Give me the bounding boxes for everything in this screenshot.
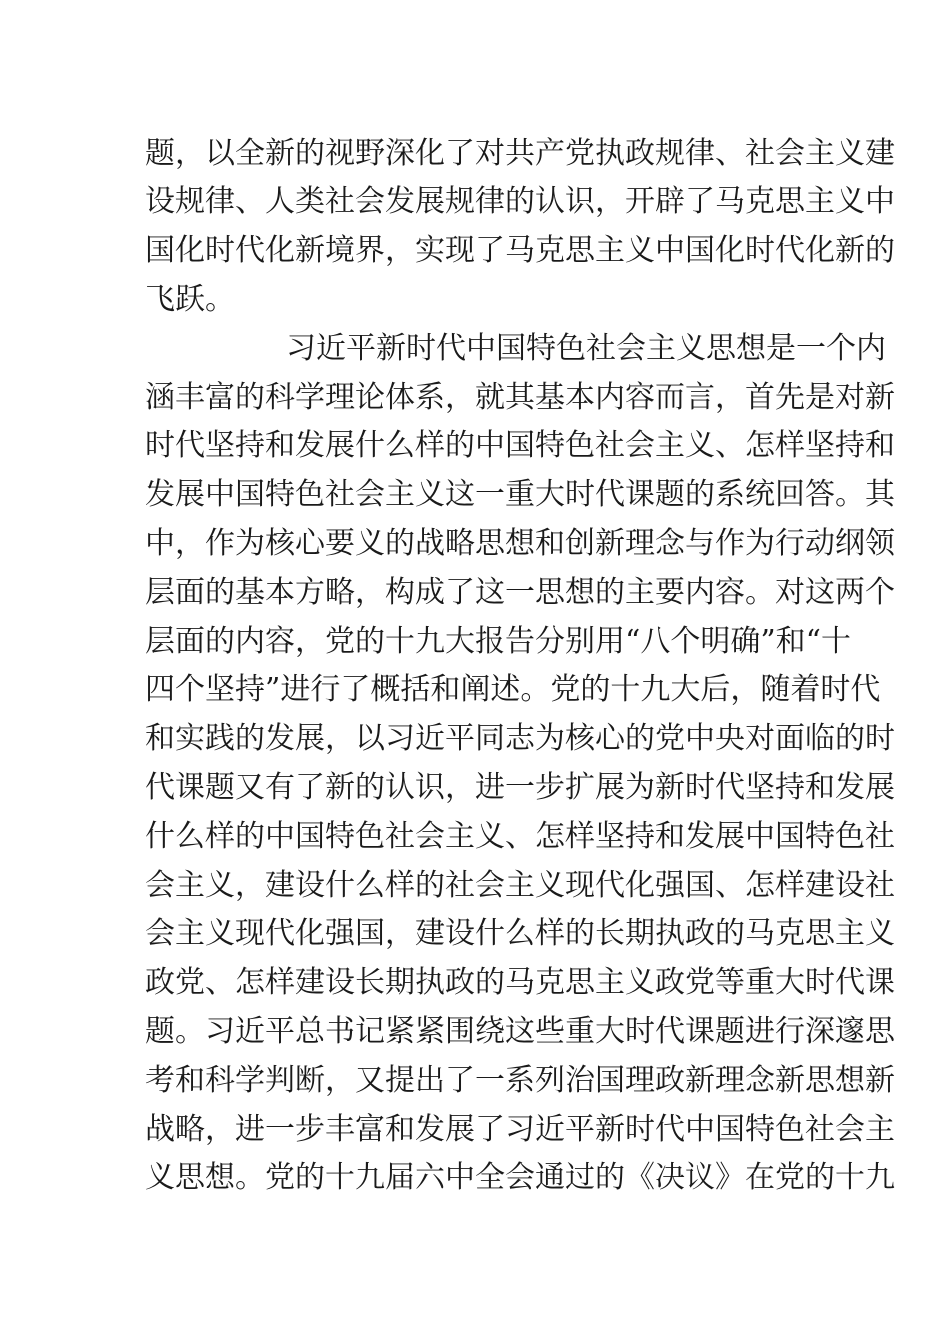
text-line: 什么样的中国特色社会主义、怎样坚持和发展中国特色社 <box>145 819 895 854</box>
text-line: 国化时代化新境界，实现了马克思主义中国化时代化新的 <box>145 233 895 268</box>
paragraph-first-line: 习近平新时代中国特色社会主义思想是一个内 <box>286 331 886 366</box>
text-line: 会主义，建设什么样的社会主义现代化强国、怎样建设社 <box>145 868 895 903</box>
text-line: 层面的内容，党的十九大报告分别用“八个明确”和“十 <box>145 624 852 659</box>
text-line: 考和科学判断，又提出了一系列治国理政新理念新思想新 <box>145 1063 895 1098</box>
text-line: 和实践的发展，以习近平同志为核心的党中央对面临的时 <box>145 721 895 756</box>
text-line: 题。习近平总书记紧紧围绕这些重大时代课题进行深邃思 <box>145 1014 895 1049</box>
text-line: 战略，进一步丰富和发展了习近平新时代中国特色社会主 <box>145 1112 895 1147</box>
text-line: 涵丰富的科学理论体系，就其基本内容而言，首先是对新 <box>145 380 895 415</box>
text-line: 层面的基本方略，构成了这一思想的主要内容。对这两个 <box>145 575 895 610</box>
text-line: 时代坚持和发展什么样的中国特色社会主义、怎样坚持和 <box>145 428 895 463</box>
text-line: 代课题又有了新的认识，进一步扩展为新时代坚持和发展 <box>145 770 895 805</box>
text-line: 设规律、人类社会发展规律的认识，开辟了马克思主义中 <box>145 184 895 219</box>
text-line: 飞跃。 <box>145 282 235 317</box>
text-line: 中，作为核心要义的战略思想和创新理念与作为行动纲领 <box>145 526 895 561</box>
text-line: 政党、怎样建设长期执政的马克思主义政党等重大时代课 <box>145 965 895 1000</box>
text-line: 发展中国特色社会主义这一重大时代课题的系统回答。其 <box>145 477 895 512</box>
text-line: 义思想。党的十九届六中全会通过的《决议》在党的十九 <box>145 1160 895 1195</box>
text-line: 会主义现代化强国，建设什么样的长期执政的马克思主义 <box>145 916 895 951</box>
text-line: 题，以全新的视野深化了对共产党执政规律、社会主义建 <box>145 136 895 171</box>
text-line: 四个坚持”进行了概括和阐述。党的十九大后，随着时代 <box>145 672 881 707</box>
